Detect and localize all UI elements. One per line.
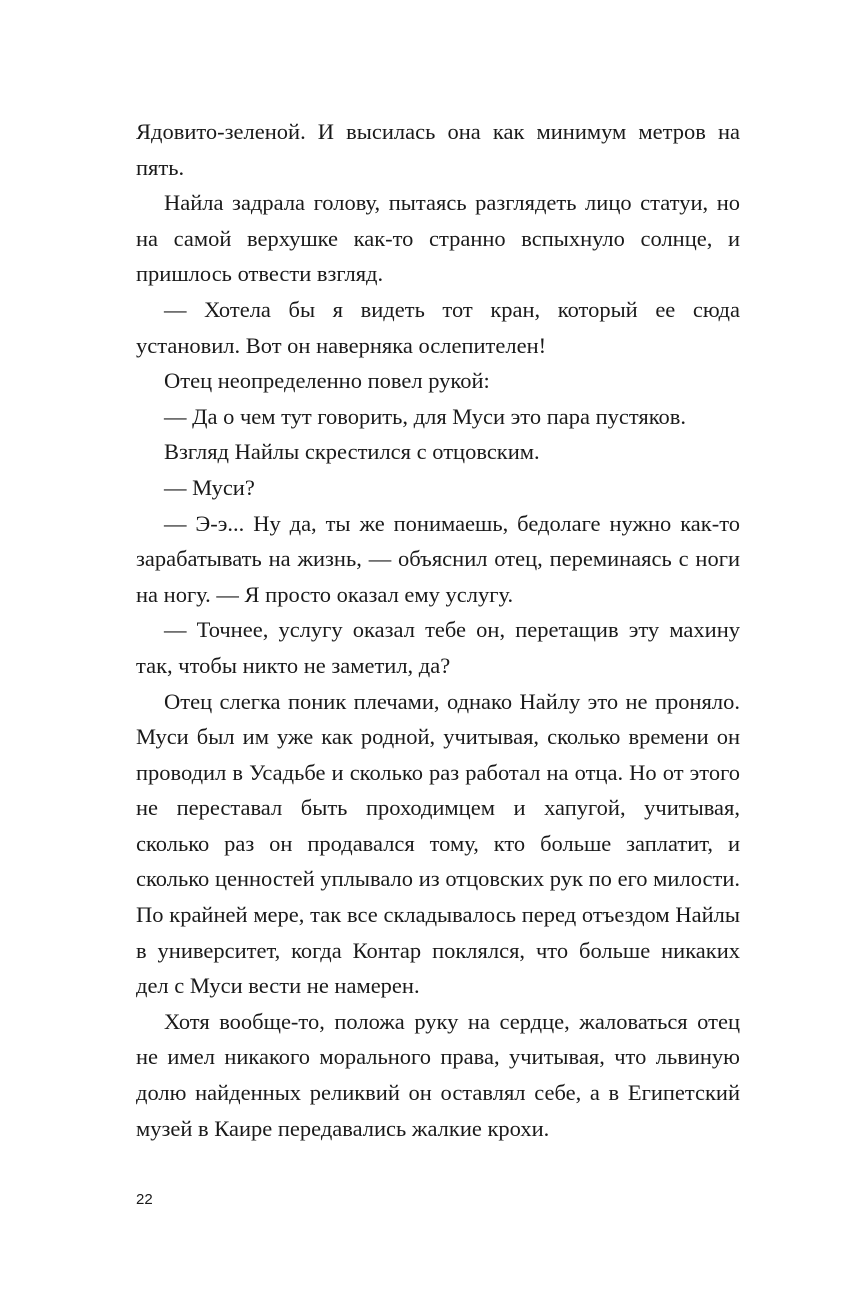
paragraph: Отец неопределенно повел рукой: — [164, 368, 490, 394]
paragraph: Взгляд Найлы скрестился с отцовским. — [164, 439, 540, 465]
paragraph: — Да о чем тут говорить, для Муси это пара пустяков. — [164, 403, 687, 429]
paragraph: — Хотела бы я видеть тот кран, который ее сюда установил. Вот он наверняка ослепителен! — [136, 296, 740, 358]
paragraph: — Муси? — [164, 474, 255, 500]
paragraph: Ядовито-зеленой. И высилась она как минимум метров на пять. — [136, 119, 740, 180]
paragraph: Хотя вообще-то, положа руку на сердце, жаловаться отец не имел никакого морального права, учитывая, что львиную долю найденных реликвий он оставлял себе, а в Египетский музей в Каире передавались жалкие крохи. — [136, 1008, 740, 1141]
paragraph: — Э-э... Ну да, ты же понимаешь, бедолаге нужно как-то зарабатывать на жизнь, — объяснил отец, переминаясь с ноги на ногу. — Я просто оказал ему услугу. — [136, 510, 740, 607]
paragraph: Отец слегка поник плечами, однако Найлу это не проняло. Муси был им уже как родной, учитывая, сколько времени он проводил в Усадьбе и сколько раз работал на отца. Но от этого не переставал быть проходимцем и хапугой, учитывая, сколько раз он продавался тому, кто больше заплатит, и сколько ценностей уплывало из отцовских рук по его милости. По крайней мере, так все складывалось перед отъездом Найлы в университет, когда Контар поклялся, что больше никаких дел с Муси вести не намерен. — [136, 688, 740, 999]
page-number: 22 — [136, 1191, 153, 1208]
paragraph: Найла задрала голову, пытаясь разглядеть лицо статуи, но на самой верхушке как-то странно вспыхнуло солнце, и пришлось отвести взгляд. — [136, 190, 740, 287]
body-text — [136, 114, 740, 1146]
paragraph: — Точнее, услугу оказал тебе он, перетащив эту махину так, чтобы никто не заметил, да? — [136, 617, 740, 678]
